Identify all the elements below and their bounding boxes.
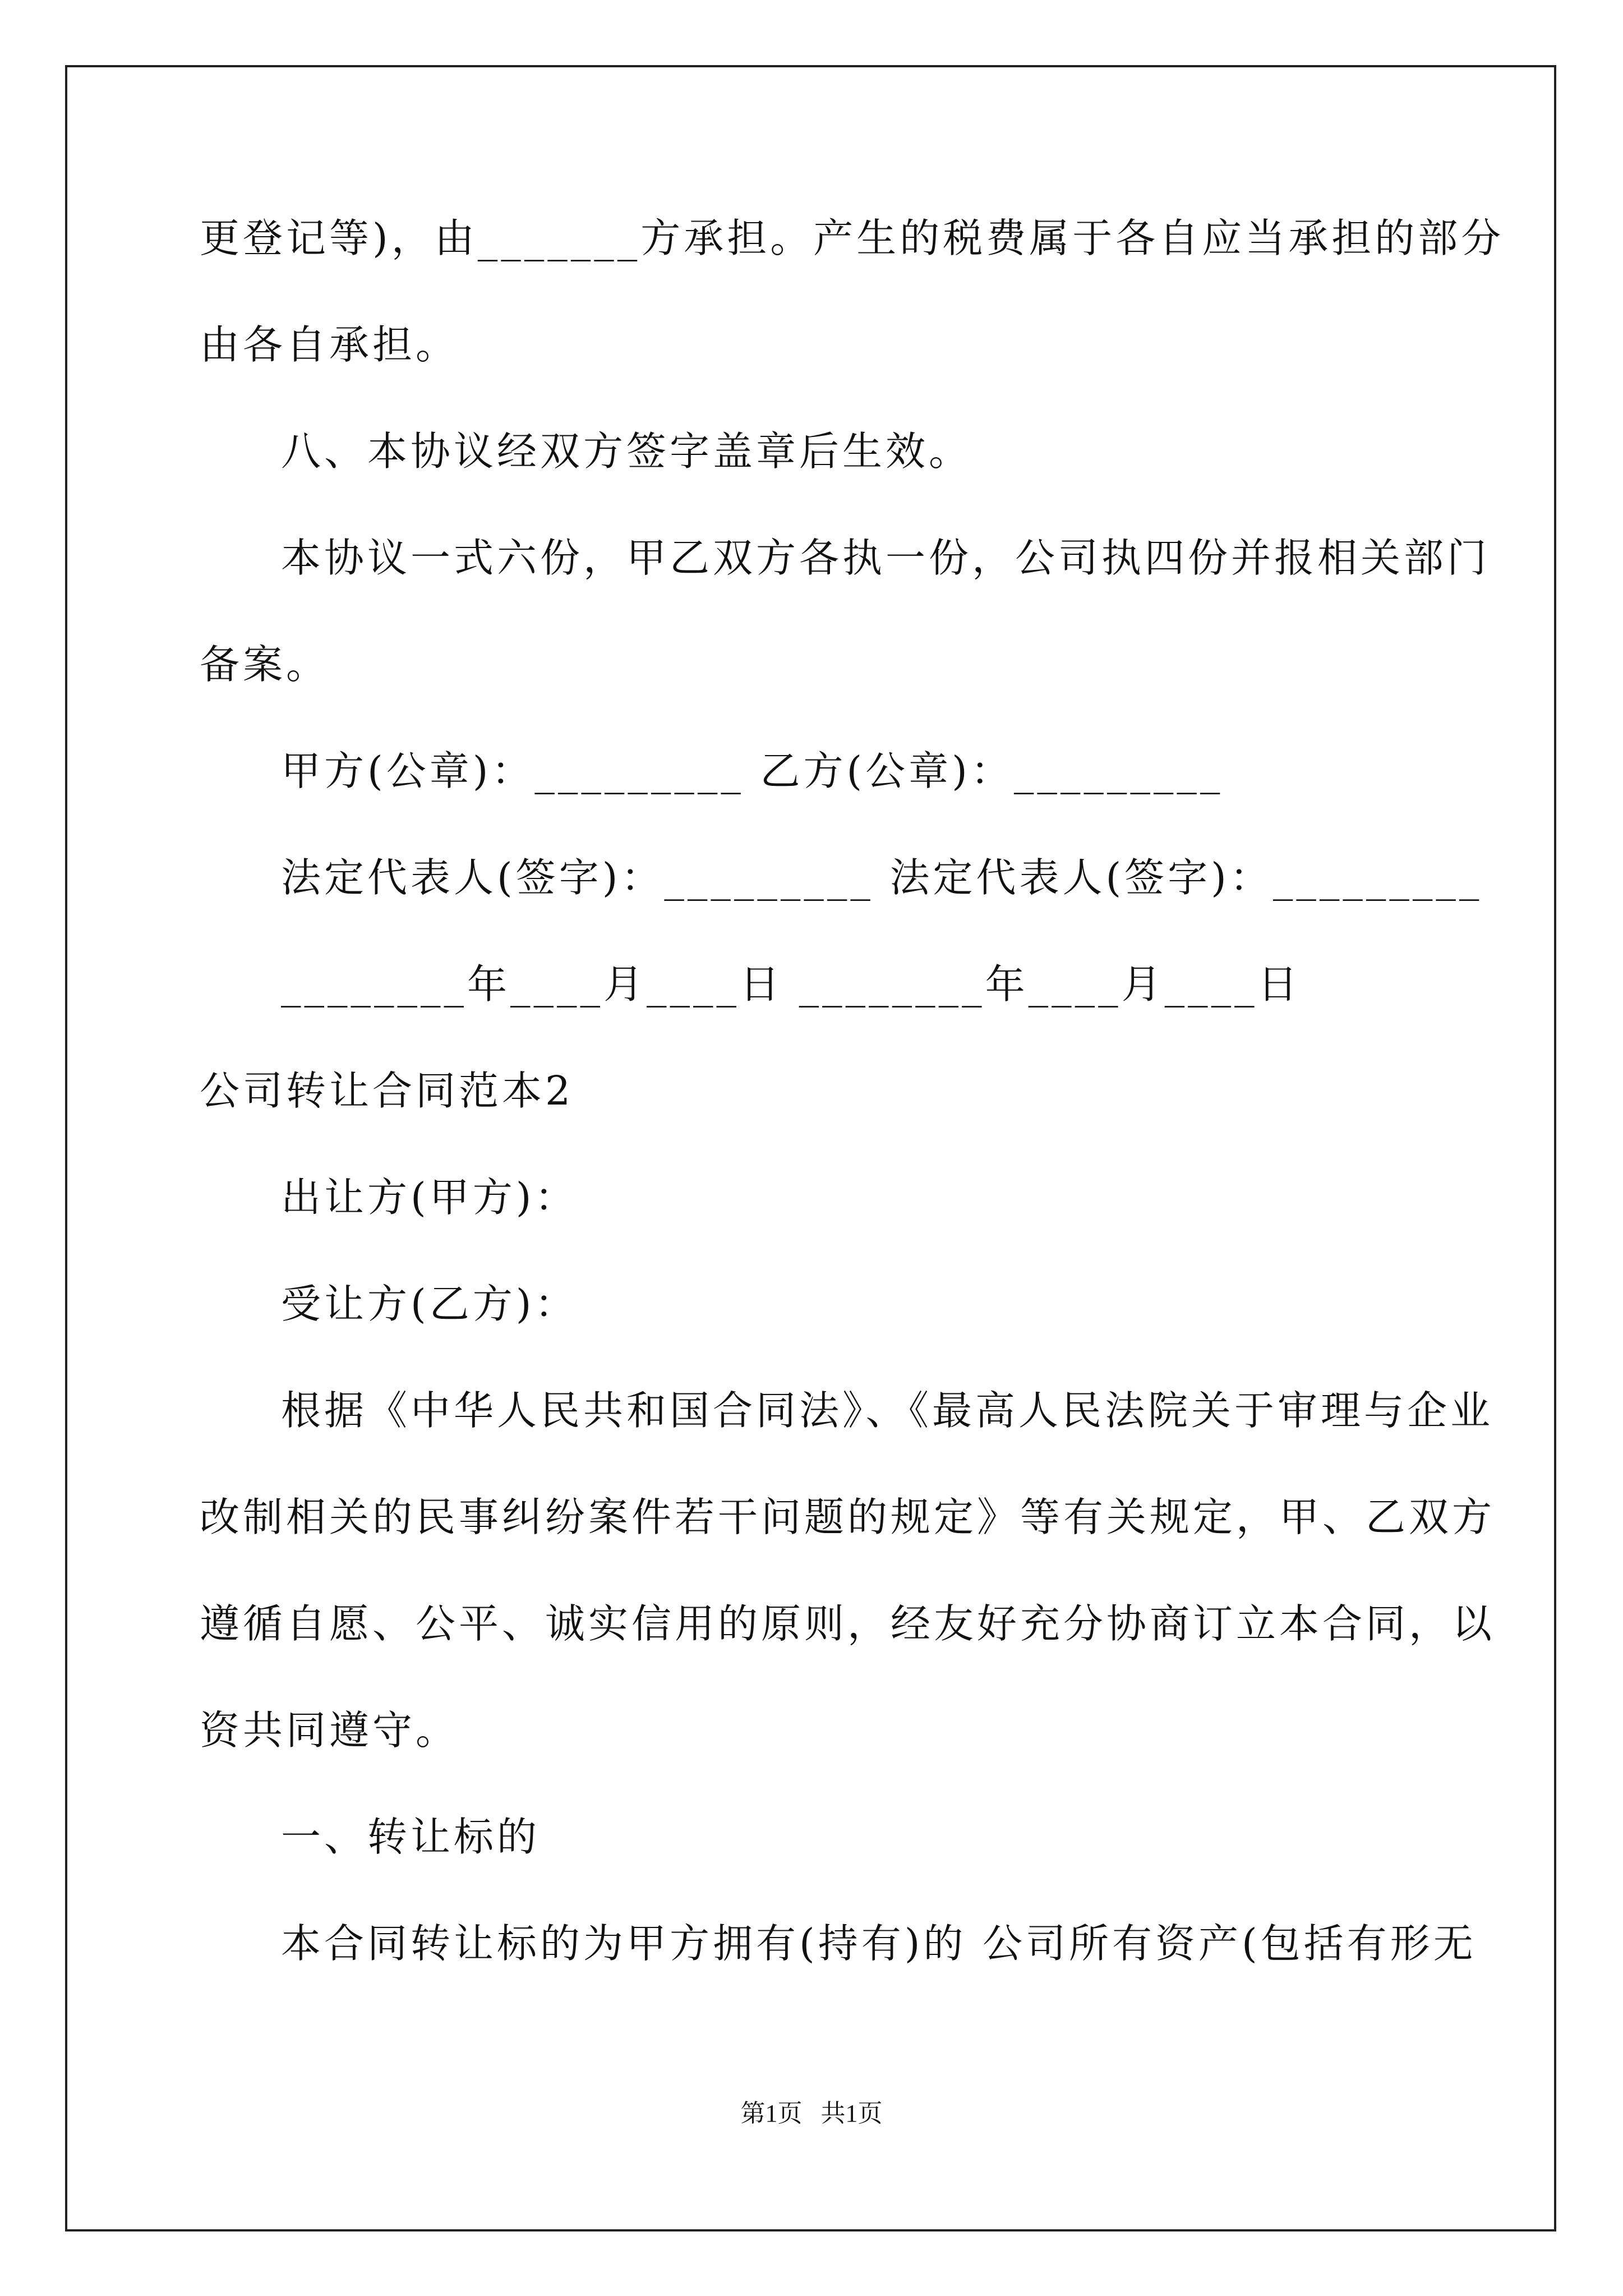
signature-line: 法定代表人(签字)：_________ 法定代表人(签字)：_________ <box>281 854 1483 901</box>
seal-line: 甲方(公章)：_________ 乙方(公章)：_________ <box>281 748 1224 794</box>
paragraph-line: 由各自承担。 <box>200 321 459 368</box>
page-border <box>65 65 1556 2231</box>
paragraph-line: 资共同遵守。 <box>200 1707 459 1754</box>
paragraph-line: 根据《中华人民共和国合同法》、《最高人民法院关于审理与企业 <box>281 1387 1494 1434</box>
paragraph-line: 本协议一式六份，甲乙双方各执一份，公司执四份并报相关部门 <box>281 535 1491 581</box>
section-title: 公司转让合同范本2 <box>200 1068 574 1114</box>
paragraph-line: 更登记等)，由_______方承担。产生的税费属于各自应当承担的部分 <box>200 215 1505 261</box>
party-line: 出让方(甲方)： <box>281 1174 578 1221</box>
paragraph-line: 改制相关的民事纠纷案件若干问题的规定》等有关规定，甲、乙双方 <box>200 1494 1496 1540</box>
clause-heading: 八、本协议经双方签字盖章后生效。 <box>281 428 972 475</box>
clause-heading: 一、转让标的 <box>281 1814 541 1860</box>
paragraph-line: 遵循自愿、公平、诚实信用的原则，经友好充分协商订立本合同，以 <box>200 1600 1496 1647</box>
party-line: 受让方(乙方)： <box>281 1281 578 1327</box>
date-line: ________年____月____日 ________年____月____日 <box>281 961 1301 1007</box>
page-footer: 第1页 共1页 <box>740 2100 883 2127</box>
paragraph-line: 备案。 <box>200 641 330 688</box>
paragraph-line: 本合同转让标的为甲方拥有(持有)的 公司所有资产(包括有形无 <box>281 1920 1477 1967</box>
